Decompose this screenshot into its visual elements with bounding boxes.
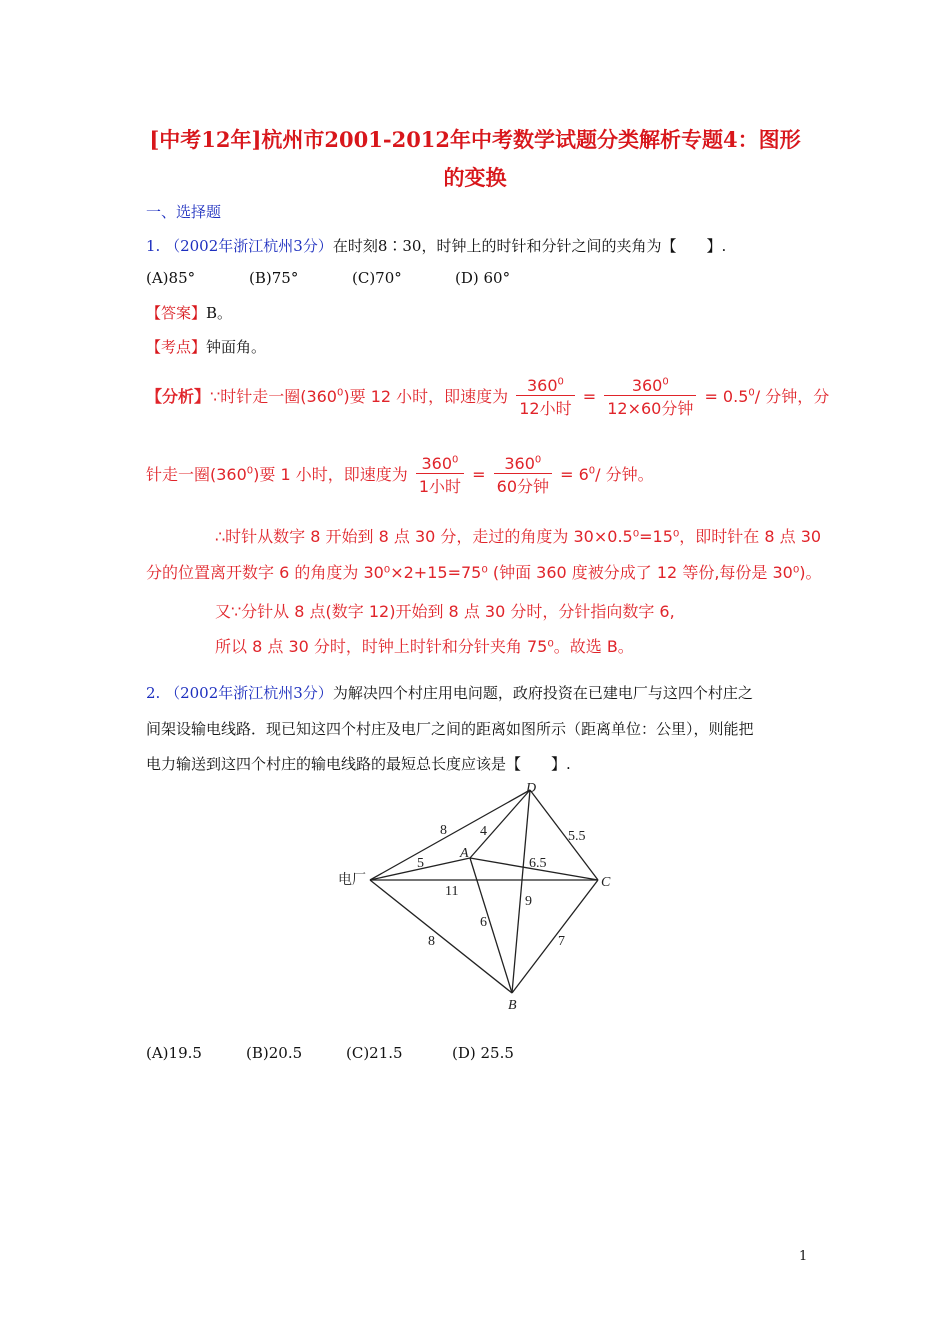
q1-source: （2002年浙江杭州3分）: [165, 237, 333, 255]
label-D: D: [526, 781, 537, 796]
edge-A-B: [470, 858, 512, 993]
q2-stem1: 为解决四个村庄用电问题，政府投资在已建电厂与这四个村庄之: [332, 684, 753, 702]
fraction-2: $\frac{360^0}{\text{12×60分钟}}$: [604, 376, 696, 419]
dist-B-C: 7: [558, 934, 565, 949]
doc-title-line1: [中考12年]杭州市2001-2012年中考数学试题分类解析专题4：图形: [149, 127, 801, 152]
label-plant: 电厂: [338, 872, 366, 888]
q2-option-a: (A)19.5: [146, 1044, 202, 1062]
q2-stem3: 电力输送到这四个村庄的输电线路的最短总长度应该是【 】.: [146, 755, 571, 773]
section-heading: 一、选择题: [146, 203, 222, 221]
q1-option-c: (C)70°: [352, 269, 402, 287]
q2-source: （2002年浙江杭州3分）: [165, 684, 333, 702]
analysis-label: 【分析】: [146, 387, 211, 406]
dist-plant-A: 5: [417, 856, 424, 871]
fraction-4: $\frac{360^0}{\text{60分钟}}$: [494, 454, 552, 497]
topic-label: 【考点】: [146, 338, 207, 356]
label-A: A: [460, 846, 469, 861]
dist-plant-D: 8: [440, 823, 447, 838]
q1-option-b: (B)75°: [249, 269, 299, 287]
q1-topic: [146, 336, 266, 357]
q2-option-c: (C)21.5: [346, 1044, 403, 1062]
dist-A-B: 6: [480, 915, 487, 930]
q1-line: [146, 235, 726, 256]
power-network-figure: [330, 778, 630, 1014]
edge-A-D: [470, 790, 530, 858]
edge-D-B: [512, 790, 530, 993]
page-number: 1: [799, 1249, 808, 1264]
label-C: C: [601, 875, 611, 890]
fraction-3: $\frac{360^0}{\text{1小时}}$: [416, 454, 464, 497]
edge-plant-D: [370, 790, 530, 880]
analysis-line4: 分的位置离开数字 6 的角度为 30⁰×2+15=75⁰ (钟面 360 度被分成了 12 等份,每份是 30⁰)。: [146, 563, 822, 582]
doc-title-line2: 的变换: [443, 165, 507, 190]
analysis-line1: 【分析】∵时针走一圈$(360^0)$要 12 小时，即速度为 $\frac{360^0}{\text{12小时}}$ = $\frac{360^0}{\text{12×60分钟}}$ = $0.5^0/$ 分钟，分: [146, 376, 830, 418]
dist-plant-C: 11: [445, 884, 459, 899]
q2-number: 2.: [146, 684, 161, 702]
q1-stem: 在时刻8∶30，时钟上的时针和分针之间的夹角为【 】.: [332, 237, 727, 255]
q1-answer: [146, 302, 232, 323]
edge-plant-B: [370, 880, 512, 993]
analysis-line3: ∴时针从数字 8 开始到 8 点 30 分，走过的角度为 30×0.5⁰=15⁰，即时针在 8 点 30: [215, 527, 822, 546]
analysis-line6: 所以 8 点 30 分时，时钟上时针和分针夹角 75⁰。故选 B。: [215, 637, 634, 656]
fraction-1: $\frac{360^0}{\text{12小时}}$: [516, 376, 574, 419]
q2-line1: [146, 682, 753, 703]
dist-A-D: 4: [480, 824, 487, 839]
q1-options: [146, 269, 510, 287]
q1-option-d: (D) 60°: [455, 269, 511, 287]
answer-label: 【答案】: [146, 304, 207, 322]
label-B: B: [508, 998, 517, 1013]
analysis-line5: 又∵分针从 8 点(数字 12)开始到 8 点 30 分时，分针指向数字 6,: [215, 602, 675, 621]
analysis-line2: 针走一圈$(360^0)$要 1 小时，即速度为 $\frac{360^0}{\text{1小时}}$ = $\frac{360^0}{\text{60分钟}}$ = $6^0/$ 分钟。: [146, 454, 654, 496]
q1-option-a: (A)85°: [146, 269, 196, 287]
q2-option-b: (B)20.5: [246, 1044, 303, 1062]
dist-plant-B: 8: [428, 934, 435, 949]
dist-D-C: 5.5: [568, 829, 586, 844]
q2-option-d: (D) 25.5: [452, 1044, 514, 1062]
q2-stem2: 间架设输电线路．现已知这四个村庄及电厂之间的距离如图所示（距离单位：公里），则能把: [146, 720, 754, 738]
dist-A-C: 6.5: [529, 856, 547, 871]
topic-value: 钟面角。: [206, 338, 267, 356]
dist-D-B: 9: [525, 894, 532, 909]
q1-number: 1.: [146, 237, 161, 255]
answer-value: B。: [206, 304, 233, 322]
q2-options: [146, 1044, 514, 1062]
